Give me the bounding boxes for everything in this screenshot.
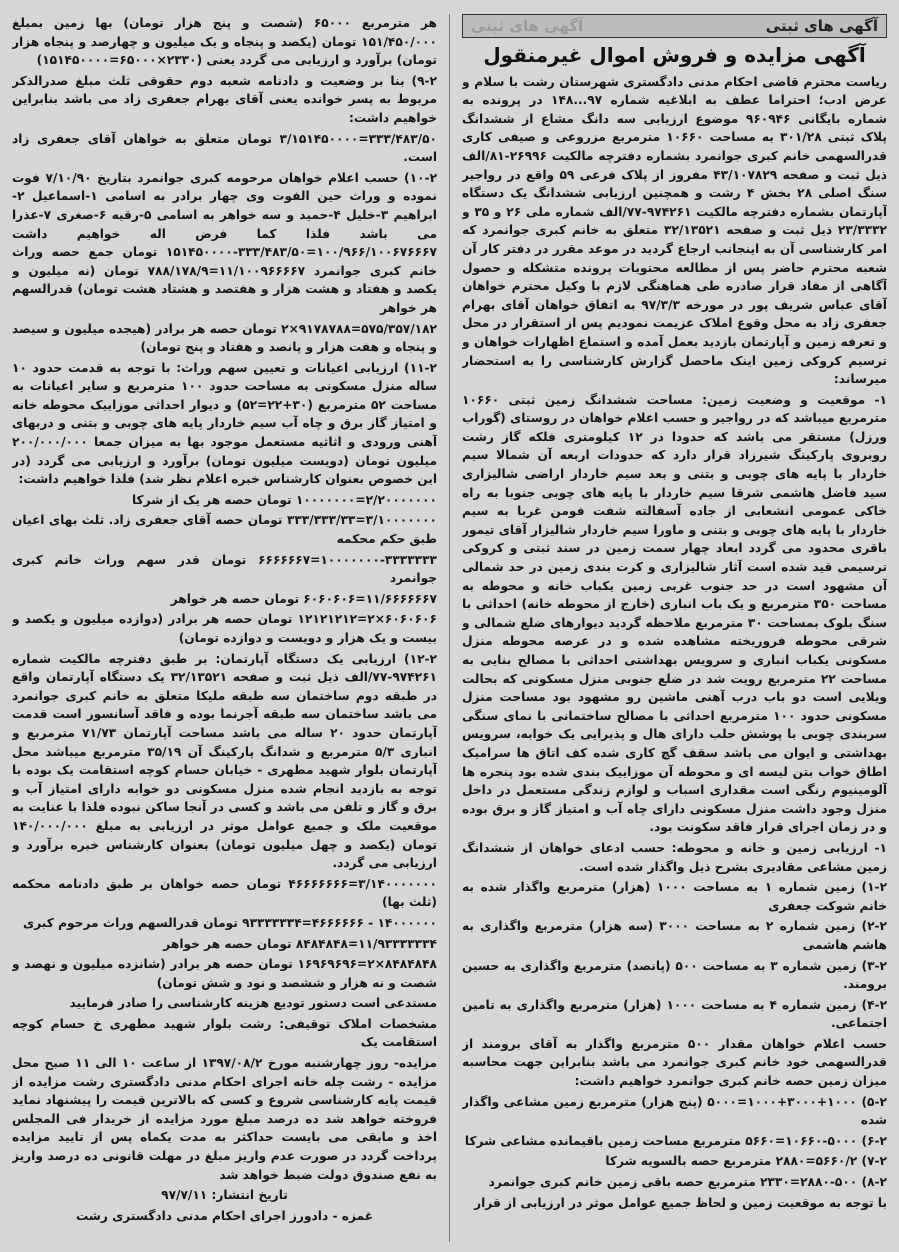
paragraph: ۴-۲) زمین شماره ۴ به مساحت ۱۰۰۰ (هزار) مترمربع واگذاری به تامین اجتماعی. [462, 997, 887, 1031]
paragraph: ۱۰-۲) حسب اعلام خواهان مرحومه کبری جوانمرد بتاریخ ۷/۱۰/۹۰ فوت نموده و وراث حین الفوت وی چهار برادر به اسامی ۱-اسماعیل ۲-ابراهیم ۳-خلیل ۴-حمید و سه خواهر به اسامی ۵-رقیه ۶-صغری ۷-عذرا می باشد فلذا کما فرض اله خواهیم داشت ۱۰۰/۹۶۶/۱۰۰۶۷۶۶۶۷=۳۳۳/۴۸۳/۵۰-۱۵۱۴۵۰۰۰۰ تومان جمع حصه وراث خانم کبری جوانمرد ۱۱/۱۰۰۹۶۶۶۶۷=۷۸۸/۱۷۸/۹ تومان (نه میلیون و یکصد و هفتاد و هشت هزار و هفتصد و هشتاد هشت تومان) قدرالسهم هر خواهر [12, 170, 437, 315]
paragraph: ۶۰۶۰۶۰۶×۲=۱۲۱۲۱۲۱۲ تومان حصه هر برادر (دوازده میلیون و یکصد و بیست و یک هزار و دویست و دوازده تومان) [12, 612, 437, 645]
paragraph: ۶-۲) ۱۰۶۶۰-۵۰۰۰=۵۶۶۰ مترمربع مساحت زمین باقیمانده مشاعی شرکا [464, 1133, 887, 1148]
paragraph: ۳/۱۰۰۰۰۰۰۰=۳۳۳/۳۳۳/۳۳ تومان حصه آقای جعفری زاد. ثلث بهای اعیان طبق حکم محکمه [12, 513, 437, 547]
section-label: آگهی های ثبتی [765, 16, 878, 35]
paragraph: ۵-۲) ۱۰۰۰+۳۰۰۰+۱۰۰۰=۵۰۰۰ (پنج هزار) مترمربع زمین مشاعی واگذار شده [462, 1094, 887, 1128]
columns [12, 14, 887, 1242]
paragraph: حسب اعلام خواهان مقدار ۵۰۰ مترمربع واگذار به آقای برومند از قدرالسهمی خود خانم کبری جوانمرد می باشد بنابراین جهت محاسبه میزان زمین حصه خانم کبری جوانمرد خواهیم داشت: [462, 1036, 887, 1089]
paragraph: ۱۱/۶۶۶۶۶۶۷=۶۰۶۰۶۰۶ تومان حصه هر خواهر [170, 591, 437, 606]
section-header [462, 14, 887, 38]
paragraph: ۳/۱۴۰۰۰۰۰۰۰=۴۶۶۶۶۶۶۶ تومان حصه خواهان بر طبق دادنامه محکمه (ثلث بها) [12, 876, 437, 910]
section-label-ghost: آگهی های ثبتی [471, 16, 584, 35]
paragraph: ۷-۲) ۵۶۶۰/۲=۲۸۸۰ مترمربع حصه بالسویه شرکا [605, 1154, 887, 1169]
paragraph: ۱- ارزیابی زمین و خانه و محوطه: حسب ادعای خواهان از ششدانگ زمین مشاعی مقادیری بشرح ذیل واگذار شده است. [462, 840, 887, 874]
paragraph: ۱۰۰۰۰۰۰۰-۳۳۳۳۳۳۳=۶۶۶۶۶۶۷ تومان قدر سهم وراث خانم کبری جوانمرد [12, 552, 437, 586]
column-divider [449, 14, 450, 1242]
paragraph: با توجه به موقعیت زمین و لحاظ جمیع عوامل موثر در ارزیابی از قرار [474, 1195, 887, 1210]
paragraph: ۲-۲) زمین شماره ۲ به مساحت ۳۰۰۰ (سه هزار) مترمربع واگذاری به هاشم هاشمی [462, 919, 887, 952]
paragraph: ۱۱-۲) ارزیابی اعیانات و تعیین سهم وراث: با توجه به قدمت حدود ۱۰ ساله منزل مسکونی به مساحت حدود ۱۰۰ مترمربع و سایر اعیانات به مساحت ۵۲ مترمربع (۳۰+۲۲=۵۲) و دیوار احداثی موزاییک محوطه خانه و امتیاز گاز برق و چاه آب سیم خاردار پایه های چوبی و بتنی و دربهای آهنی ورودی و اثاثیه مستعمل موجود بها به میزان جمعا ۲۰۰/۰۰۰/۰۰۰ میلیون تومان (دویست میلیون تومان) برآورد و ارزیابی می گردد (در این خصوص بعنوان کارشناس خبره اعلام نظر شد) فلذا خواهیم داشت: [12, 360, 437, 487]
ad-title: آگهی مزایده و فروش اموال غیرمنقول [483, 43, 866, 67]
publish-date: تاریخ انتشار: ۹۷/۷/۱۱ [161, 1188, 288, 1203]
paragraph: مستدعی است دستور تودیع هزینه کارشناسی را صادر فرمایید [69, 996, 437, 1011]
paragraph: ۲/۲۰۰۰۰۰۰۰=۱۰۰۰۰۰۰۰ تومان حصه هر یک از شرکا [131, 492, 437, 507]
paragraph: ۹-۲) بنا بر وضعیت و دادنامه شعبه دوم حقوقی ثلث مبلغ صدرالذکر مربوط به پسر خوانده یعنی آقای بهرام جعفری زاد می باشد بنابراین خواهیم داشت: [12, 73, 437, 125]
paragraph: مزایده- روز چهارشنبه مورخ ۱۳۹۷/۰۸/۲ از ساعت ۱۰ الی ۱۱ صبح محل مزایده - رشت چله خانه اجرای احکام مدنی دادگستری رشت مزایده از قیمت پایه کارشناسی شروع و کسی که بالاترین قیمت را پیشنهاد نماید فروخته خواهد شد ده درصد مبلغ مورد مزایده از خریدار فی المجلس اخذ و مابقی می بایست حداکثر به مدت یکماه پس از تایید مزایده پرداخت گردد در صورت عدم واریز مبلغ در مهلت قانونی ده درصد واریز به نفع صندوق دولت ضبط خواهد شد [12, 1056, 437, 1182]
paragraph: ۱۴۰۰۰۰۰۰ - ۴۶۶۶۶۶۶=۹۳۳۳۳۳۳۴ تومان قدرالسهم وراث مرحوم کبری [23, 915, 437, 930]
paragraph: ۳۳۳/۴۸۳/۵۰=۳/۱۵۱۴۵۰۰۰۰ تومان متعلق به خواهان آقای جعفری زاد است. [12, 131, 437, 165]
paragraph: ۱۱/۹۳۳۳۳۳۳۴=۸۴۸۴۸۴۸ تومان حصه هر خواهر [163, 936, 437, 951]
paragraph: ۳-۲) زمین شماره ۳ به مساحت ۵۰۰ (پانصد) مترمربع واگذاری به حسین برومند. [462, 958, 887, 992]
paragraph: ۵۷۵/۳۵۷/۱۸۲=۹۱۷۸۷۸۸×۲ تومان حصه هر برادر (هیجده میلیون و سیصد و پنجاه و هفت هزار و پانصد و هفتاد و پنج تومان) [12, 321, 437, 355]
paragraph: ۸-۲) ۲۸۸۰-۵۰۰=۲۳۳۰ مترمربع حصه باقی زمین خانم کبری جوانمرد [488, 1175, 887, 1190]
paragraph: ریاست محترم قاضی احکام مدنی دادگستری شهرستان رشت با سلام و عرض ادب؛ احتراما عطف به ابلاغیه شماره ۹۷...۱۴۸ در پرونده به شماره بایگانی ۹۶۰۹۴۶ موضوع ارزیابی سه دانگ مشاع از ششدانگ پلاک ثبتی ۳۰۱/۲۸ به مساحت ۱۰۶۶۰ مترمربع مزروعی و صیفی کاری قدرالسهمی خانم کبری جوانمرد بشماره دفترچه مالکیت ۲۶۹۹۶-۸۱/الف ذیل ثبت و صفحه ۴۳/۱۰۷۸۲۹ مفروز از پلاک فرعی ۵۹ واقع در رواجیر سنگ اصلی ۲۸ بخش ۴ رشت و همچنین ارزیابی ششدانگ یک دستگاه آپارتمان بشماره دفترچه مالکیت ۹۷۴۲۶۱-۷۷/الف شماره ملی ۲۶ و ۳۵ و ۲۳/۳۳۳۲ ذیل ثبت و صفحه ۳۲/۱۳۵۲۱ متعلق به خانم کبری جوانمرد که امر کارشناسی آن به اینجانب ارجاع گردید در موعد مقرر در دفتر کار آن شعبه محترم حاضر پس از مطالعه محتویات پرونده متشکله و حصول آگاهی از مفاد قرار صادره طی هماهنگی لازم با وکیل محترم خواهان آقای عباس شریف پور در مورخه ۹۷/۳/۳ به اتفاق خواهان آقای بهرام جعفری زاد به محل وقوع املاک عزیمت نمودیم پس از استقرار در محل و تعرفه زمین و آپارتمان بازدید بعمل آمده و استماع اظهارات خواهان و ترسیم کروکی زمین اینک ماحصل گزارش کارشناسی را به استحضار میرساند: [462, 74, 887, 387]
left-column [12, 14, 437, 1242]
paragraph: ۱-۲) زمین شماره ۱ به مساحت ۱۰۰۰ (هزار) مترمربع واگذار شده به خانم شوکت جعفری [462, 880, 887, 913]
paragraph: ۸۴۸۴۸۴۸×۲=۱۶۹۶۹۶۹۶ تومان حصه هر برادر (شانزده میلیون و نهصد و شصت و نه هزار و ششصد و نود و شش تومان) [12, 957, 437, 990]
right-column [462, 14, 887, 1242]
paragraph: مشخصات املاک توقیفی: رشت بلوار شهید مطهری خ حسام کوچه استقامت یک [12, 1016, 437, 1050]
signature-line: غمزه - دادورز اجرای احکام مدنی دادگستری رشت [75, 1208, 374, 1223]
paragraph: ۱- موقعیت و وضعیت زمین: مساحت ششدانگ زمین ثبتی ۱۰۶۶۰ مترمربع میباشد که در رواجیر و حسب اعلام خواهان در روستای (گوراب ورزل) مستقر می باشد که حدودا در ۱۲ کیلومتری فلکه گاز رشت روبروی پارکینگ شیرزاد قرار دارد که حدودات اربعه آن شمالا سیم خاردار با پایه های چوبی و بتنی و بعد سیم خاردار اراضی شالیزاری سید فاضل هاشمی شرقا سیم خاردار با پایه های چوبی جنوبا به راه خاکی عمومی انشعابی از جاده آسفالته شفت فومن غربا به سیم خاردار با پایه های چوبی و بتنی و ماورا سیم خاردار شالیزار آقای تیمور باقری محدود می گردد ابعاد چهار سمت زمین در سند ثبتی و کروکی ترسیمی قید شده است آثار شالیزاری و کرت بندی زمین در حد شمالی آن مشهود است در حد جنوب غربی زمین یکباب خانه و محوطه به مساحت ۳۵۰ مترمربع و یک باب انباری (خارج از محوطه خانه) احداثی با سنگ بلوک بمساحت ۳۰ مترمربع ملاحظه گردید دیوارهای ضلع شمالی و شرقی محوطه فروریخته مشاهده شده و در عرصه محوطه منزل مسکونی یکباب انباری و سرویس بهداشتی احداثی با مصالح بنایی به مساحت ۲۲ مترمربع رویت شد در ضلع جنوبی منزل مسکونی که بحالت ویلایی است دو باب درب آهنی ماشین رو مشهود بود مساحت منزل مسکونی حدود ۱۰۰ مترمربع احداثی با مصالح ساختمانی با نمای سنگی سربندی چوبی با پوشش حلب دارای هال و پذیرایی یک خوابه، سرویس بهداشتی و ایوان می باشد سقف گچ کاری شده کف اتاق ها سرامیک اطاق خواب بتن لیسه ای و محوطه آن موزاییک بندی شده بود پنجره ها آلومینیوم رنگی است مقداری اسباب و لوازم زندگی مستعمل در داخل منزل وجود داشت منزل مسکونی دارای چاه آب و امتیاز گاز و برق بوده و در زمان اجرای قرار فاقد سکونت بود. [462, 392, 887, 835]
paragraph: هر مترمربع ۶۵۰۰۰ (شصت و پنج هزار تومان) بها زمین بمبلغ ۱۵۱/۴۵۰/۰۰۰ تومان (یکصد و پنجاه و یک میلیون و چهارصد و پنجاه هزار تومان) برآورد و ارزیابی می گردد یعنی (۲۳۳۰×۶۵۰۰۰=۱۵۱۴۵۰۰۰۰) [12, 16, 437, 68]
paragraph: ۱۲-۲) ارزیابی یک دستگاه آپارتمان: بر طبق دفترچه مالکیت شماره ۹۷۴۲۶۱-۷۷/الف ذیل ثبت و صفحه ۳۲/۱۳۵۲۱ یک دستگاه آپارتمان واقع در طبقه دوم ساختمان سه طبقه ملیکا متعلق به خانم کبری جوانمرد می باشد ساختمان سه طبقه آجرنما بوده و فاقد آسانسور است قدمت آپارتمان حدود ۲۰ ساله می باشد مساحت آپارتمان ۷۱/۷۳ مترمربع و انباری ۵/۳ مترمربع و شدانگ پارکینگ آن ۳۵/۱۹ مترمربع میباشد محل آپارتمان بلوار شهید مطهری - خیابان حسام کوچه استقامت یک بوده با توجه به بازدید انجام شده منزل مسکونی دو خوابه دارای امتیاز آب و برق و گاز و تلفن می باشد و کسی در آنجا ساکن نبوده فلذا با عنایت به موقعیت ملک و جمیع عوامل موثر در ارزیابی به مبلغ ۱۴۰/۰۰۰/۰۰۰ تومان (یکصد و چهل میلیون تومان) بعنوان کارشناس خبره برآورد و ارزیابی می گردد. [12, 651, 437, 871]
